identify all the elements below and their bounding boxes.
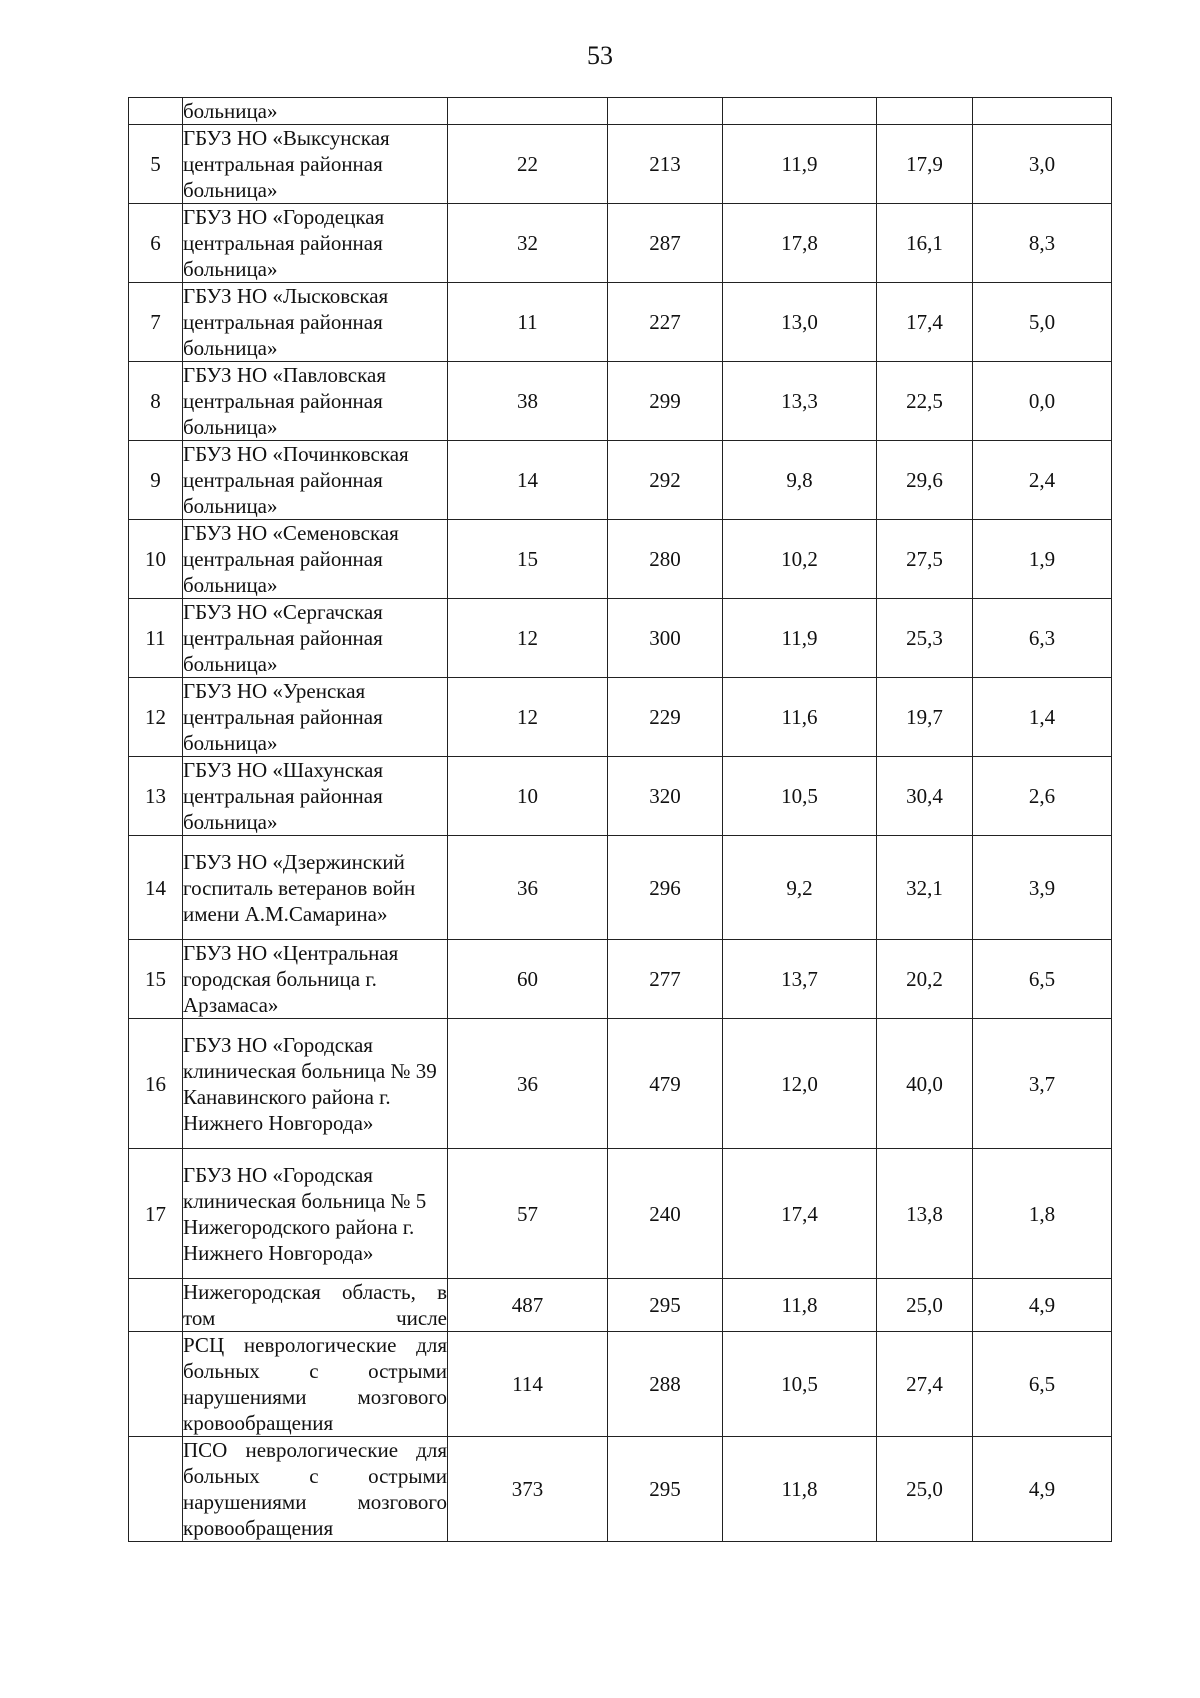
- row-number: 12: [129, 678, 183, 757]
- value-cell: 299: [608, 362, 723, 441]
- value-cell: 114: [448, 1332, 608, 1437]
- table-row: [129, 599, 1112, 678]
- value-cell: 320: [608, 757, 723, 836]
- value-cell: 25,3: [877, 599, 973, 678]
- summary-name: ПСО неврологические для больных с острыми нарушениями мозгового кровообращения: [183, 1438, 447, 1540]
- institution-name: больница»: [183, 98, 448, 125]
- value-cell: 36: [448, 836, 608, 940]
- value-cell: [448, 98, 608, 125]
- value-cell: 4,9: [973, 1279, 1112, 1332]
- value-cell: 40,0: [877, 1019, 973, 1149]
- value-cell: 227: [608, 283, 723, 362]
- value-cell: 27,4: [877, 1332, 973, 1437]
- summary-row: [129, 1437, 1112, 1542]
- value-cell: 213: [608, 125, 723, 204]
- value-cell: 1,8: [973, 1149, 1112, 1279]
- table-row: [129, 1019, 1112, 1149]
- value-cell: 12: [448, 678, 608, 757]
- hospital-stats-table: [128, 97, 1112, 1542]
- value-cell: 277: [608, 940, 723, 1019]
- institution-name: ГБУЗ НО «Лысковская центральная районная больница»: [183, 283, 448, 362]
- value-cell: 229: [608, 678, 723, 757]
- value-cell: 11,9: [723, 125, 877, 204]
- value-cell: 373: [448, 1437, 608, 1542]
- value-cell: 8,3: [973, 204, 1112, 283]
- table-row: [129, 125, 1112, 204]
- row-number: [129, 98, 183, 125]
- value-cell: 300: [608, 599, 723, 678]
- value-cell: 20,2: [877, 940, 973, 1019]
- table-row: [129, 940, 1112, 1019]
- table-row: [129, 204, 1112, 283]
- value-cell: 3,7: [973, 1019, 1112, 1149]
- value-cell: 11: [448, 283, 608, 362]
- value-cell: 19,7: [877, 678, 973, 757]
- value-cell: 25,0: [877, 1437, 973, 1542]
- page-number: 53: [587, 41, 613, 70]
- row-number: [129, 1332, 183, 1437]
- value-cell: 295: [608, 1279, 723, 1332]
- value-cell: 240: [608, 1149, 723, 1279]
- value-cell: 10,2: [723, 520, 877, 599]
- value-cell: [608, 98, 723, 125]
- institution-name: ГБУЗ НО «Уренская центральная районная больница»: [183, 678, 448, 757]
- value-cell: 288: [608, 1332, 723, 1437]
- summary-name: Нижегородская область, в том числе: [183, 1280, 447, 1330]
- value-cell: 25,0: [877, 1279, 973, 1332]
- value-cell: 6,3: [973, 599, 1112, 678]
- row-number: 14: [129, 836, 183, 940]
- value-cell: 17,9: [877, 125, 973, 204]
- institution-name: ГБУЗ НО «Сергачская центральная районная больница»: [183, 599, 448, 678]
- value-cell: 22: [448, 125, 608, 204]
- value-cell: 487: [448, 1279, 608, 1332]
- value-cell: 10,5: [723, 1332, 877, 1437]
- row-number: 8: [129, 362, 183, 441]
- table-row: [129, 362, 1112, 441]
- row-number: 7: [129, 283, 183, 362]
- value-cell: 17,4: [877, 283, 973, 362]
- table-row: [129, 283, 1112, 362]
- value-cell: 9,2: [723, 836, 877, 940]
- institution-name: ГБУЗ НО «Городская клиническая больница № 5 Нижегородского района г. Нижнего Новгорода»: [183, 1149, 448, 1279]
- value-cell: [877, 98, 973, 125]
- value-cell: 3,0: [973, 125, 1112, 204]
- row-number: 9: [129, 441, 183, 520]
- value-cell: 11,6: [723, 678, 877, 757]
- value-cell: 30,4: [877, 757, 973, 836]
- value-cell: 6,5: [973, 1332, 1112, 1437]
- value-cell: 295: [608, 1437, 723, 1542]
- value-cell: 2,4: [973, 441, 1112, 520]
- value-cell: 36: [448, 1019, 608, 1149]
- value-cell: 6,5: [973, 940, 1112, 1019]
- value-cell: 27,5: [877, 520, 973, 599]
- value-cell: 5,0: [973, 283, 1112, 362]
- value-cell: 38: [448, 362, 608, 441]
- value-cell: 0,0: [973, 362, 1112, 441]
- summary-row: [129, 1332, 1112, 1437]
- value-cell: [723, 98, 877, 125]
- row-number: 10: [129, 520, 183, 599]
- row-number: [129, 1279, 183, 1332]
- value-cell: 479: [608, 1019, 723, 1149]
- value-cell: 292: [608, 441, 723, 520]
- value-cell: 4,9: [973, 1437, 1112, 1542]
- value-cell: 11,8: [723, 1437, 877, 1542]
- table-row: [129, 757, 1112, 836]
- row-number: [129, 1437, 183, 1542]
- table-row: [129, 1149, 1112, 1279]
- value-cell: 17,4: [723, 1149, 877, 1279]
- value-cell: 2,6: [973, 757, 1112, 836]
- value-cell: 60: [448, 940, 608, 1019]
- value-cell: 15: [448, 520, 608, 599]
- value-cell: 1,4: [973, 678, 1112, 757]
- value-cell: 287: [608, 204, 723, 283]
- value-cell: 3,9: [973, 836, 1112, 940]
- value-cell: 57: [448, 1149, 608, 1279]
- table-row: [129, 678, 1112, 757]
- value-cell: 32: [448, 204, 608, 283]
- value-cell: 29,6: [877, 441, 973, 520]
- row-number: 11: [129, 599, 183, 678]
- institution-name: ГБУЗ НО «Выксунская центральная районная больница»: [183, 125, 448, 204]
- value-cell: 32,1: [877, 836, 973, 940]
- institution-name: ГБУЗ НО «Семеновская центральная районная больница»: [183, 520, 448, 599]
- value-cell: 11,8: [723, 1279, 877, 1332]
- continuation-row: [129, 98, 1112, 125]
- value-cell: 12: [448, 599, 608, 678]
- value-cell: 280: [608, 520, 723, 599]
- institution-name: ГБУЗ НО «Дзержинский госпиталь ветеранов войн имени А.М.Самарина»: [183, 836, 448, 940]
- institution-name: ГБУЗ НО «Починковская центральная районная больница»: [183, 441, 448, 520]
- row-number: 6: [129, 204, 183, 283]
- value-cell: 14: [448, 441, 608, 520]
- value-cell: 13,3: [723, 362, 877, 441]
- institution-name: ГБУЗ НО «Павловская центральная районная больница»: [183, 362, 448, 441]
- value-cell: 11,9: [723, 599, 877, 678]
- row-number: 17: [129, 1149, 183, 1279]
- summary-name: РСЦ неврологические для больных с острыми нарушениями мозгового кровообращения: [183, 1333, 447, 1435]
- institution-name: ГБУЗ НО «Городская клиническая больница № 39 Канавинского района г. Нижнего Новгорода»: [183, 1019, 448, 1149]
- row-number: 15: [129, 940, 183, 1019]
- institution-name: ГБУЗ НО «Шахунская центральная районная больница»: [183, 757, 448, 836]
- value-cell: 1,9: [973, 520, 1112, 599]
- institution-name: ГБУЗ НО «Городецкая центральная районная больница»: [183, 204, 448, 283]
- value-cell: 17,8: [723, 204, 877, 283]
- value-cell: 12,0: [723, 1019, 877, 1149]
- value-cell: 16,1: [877, 204, 973, 283]
- value-cell: 13,8: [877, 1149, 973, 1279]
- table-row: [129, 441, 1112, 520]
- value-cell: 22,5: [877, 362, 973, 441]
- row-number: 16: [129, 1019, 183, 1149]
- value-cell: 10,5: [723, 757, 877, 836]
- value-cell: 9,8: [723, 441, 877, 520]
- value-cell: 296: [608, 836, 723, 940]
- row-number: 13: [129, 757, 183, 836]
- value-cell: [973, 98, 1112, 125]
- value-cell: 10: [448, 757, 608, 836]
- summary-row: [129, 1279, 1112, 1332]
- row-number: 5: [129, 125, 183, 204]
- institution-name: ГБУЗ НО «Центральная городская больница г. Арзамаса»: [183, 940, 448, 1019]
- value-cell: 13,7: [723, 940, 877, 1019]
- table-row: [129, 520, 1112, 599]
- table-row: [129, 836, 1112, 940]
- value-cell: 13,0: [723, 283, 877, 362]
